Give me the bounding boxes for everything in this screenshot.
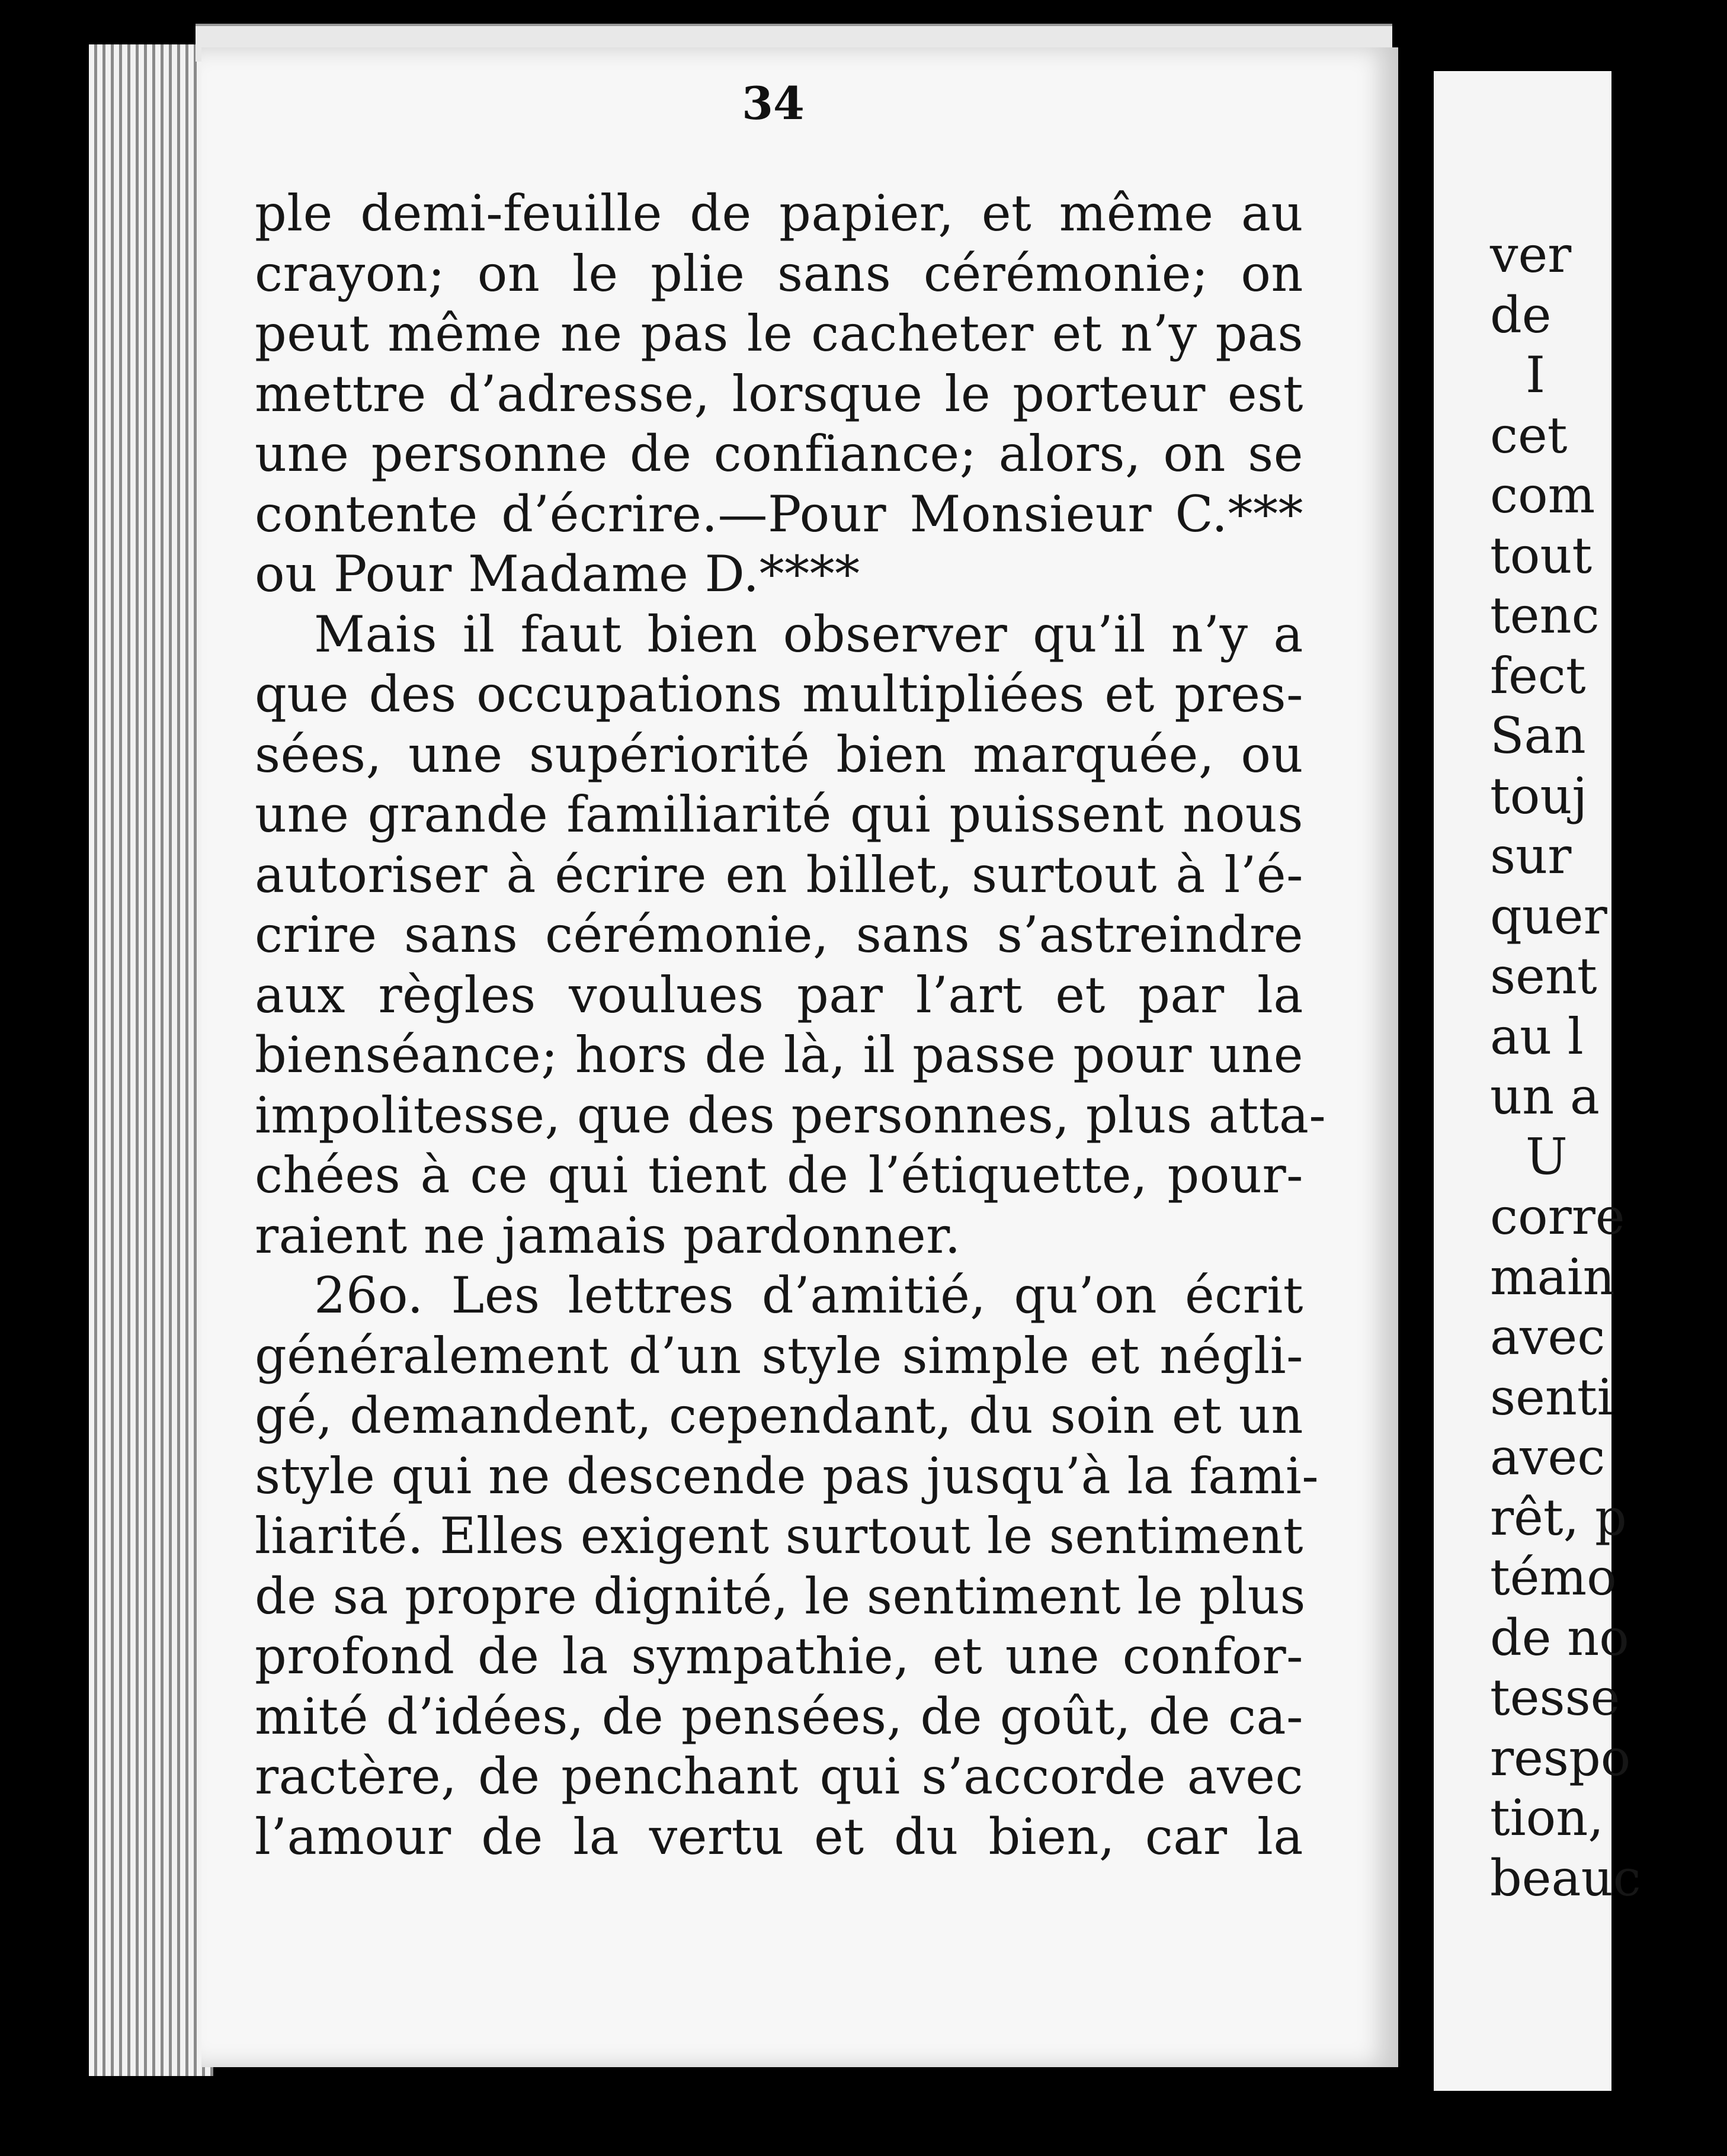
text-line-fragment: corre [1490, 1188, 1625, 1246]
text-line-fragment: sur [1490, 827, 1572, 885]
text-line: raient ne jamais pardonner. [255, 1206, 961, 1265]
text-line: crire sans cérémonie, sans s’astreindre [255, 906, 1303, 964]
text-line: ou Pour Madame D.**** [255, 545, 860, 603]
text-line: sées, une supériorité bien marquée, ou [255, 725, 1303, 784]
text-line: ractère, de penchant qui s’accorde avec [255, 1747, 1303, 1805]
text-line-fragment: un a [1490, 1067, 1600, 1125]
text-line: gé, demandent, cependant, du soin et un [255, 1387, 1303, 1445]
text-line-fragment: beauc [1490, 1849, 1641, 1907]
text-line-fragment: au l [1490, 1007, 1584, 1066]
page-edges [89, 44, 213, 2076]
text-line: crayon; on le plie sans cérémonie; on [255, 244, 1303, 303]
text-line-fragment: tion, [1490, 1789, 1604, 1847]
text-line-fragment: senti [1490, 1368, 1613, 1426]
text-line: une personne de confiance; alors, on se [255, 425, 1303, 483]
page-number: 34 [742, 77, 805, 130]
text-line: 26o. Les lettres d’amitié, qu’on écrit [314, 1266, 1303, 1324]
text-line-fragment: U [1526, 1127, 1568, 1186]
left-page [201, 47, 1398, 2067]
text-line-fragment: cet [1490, 406, 1568, 464]
left-page-body-text [255, 184, 1327, 1867]
right-page [1434, 71, 1641, 2091]
text-line: généralement d’un style simple et négli- [255, 1326, 1303, 1385]
text-line: peut même ne pas le cacheter et n’y pas [255, 304, 1303, 362]
text-line: une grande familiarité qui puissent nous [255, 785, 1303, 843]
text-line: mettre d’adresse, lorsque le porteur est [255, 364, 1303, 423]
text-line-fragment: tenc [1490, 586, 1600, 644]
text-line-fragment: de no [1490, 1608, 1629, 1667]
text-line-fragment: main [1490, 1247, 1615, 1306]
text-line-fragment: sent [1490, 947, 1597, 1005]
book-gutter [1398, 83, 1434, 2085]
text-line-fragment: I [1526, 346, 1546, 404]
text-line-fragment: témo [1490, 1548, 1617, 1606]
text-line-fragment: San [1490, 707, 1586, 765]
text-line-fragment: ver [1490, 226, 1572, 284]
text-line: contente d’écrire.—Pour Monsieur C.*** [255, 485, 1303, 543]
text-line-fragment: fect [1490, 646, 1586, 705]
text-line: chées à ce qui tient de l’étiquette, pour- [255, 1146, 1303, 1204]
text-line-fragment: rêt, p [1490, 1488, 1627, 1547]
text-line: de sa propre dignité, le sentiment le plus [255, 1567, 1306, 1625]
text-line-fragment: de [1490, 285, 1552, 344]
text-line-fragment: quer [1490, 887, 1607, 945]
text-line-fragment: com [1490, 466, 1595, 524]
text-line-fragment: tout [1490, 526, 1593, 585]
text-line: ple demi-feuille de papier, et même au [255, 184, 1303, 242]
text-line: liarité. Elles exigent surtout le sentiment [255, 1507, 1304, 1565]
text-line: Mais il faut bien observer qu’il n’y a [314, 605, 1303, 663]
text-line-fragment: avec [1490, 1308, 1606, 1366]
text-line: style qui ne descende pas jusqu’à la fami- [255, 1446, 1319, 1505]
text-line-fragment: tesse [1490, 1669, 1620, 1727]
text-line: mité d’idées, de pensées, de goût, de ca- [255, 1687, 1303, 1746]
text-line: impolitesse, que des personnes, plus atta- [255, 1086, 1327, 1144]
text-line: l’amour de la vertu et du bien, car la [255, 1807, 1303, 1866]
text-line-fragment: respo [1490, 1728, 1631, 1787]
text-line: aux règles voulues par l’art et par la [255, 965, 1303, 1024]
text-line: autoriser à écrire en billet, surtout à l’é- [255, 845, 1303, 904]
text-line: que des occupations multipliées et pres- [255, 665, 1303, 723]
text-line: bienséance; hors de là, il passe pour une [255, 1026, 1303, 1084]
text-line: profond de la sympathie, et une confor- [255, 1627, 1303, 1685]
text-line-fragment: avec [1490, 1428, 1606, 1486]
text-line-fragment: touj [1490, 766, 1588, 825]
right-page-body-text [1490, 225, 1727, 1908]
